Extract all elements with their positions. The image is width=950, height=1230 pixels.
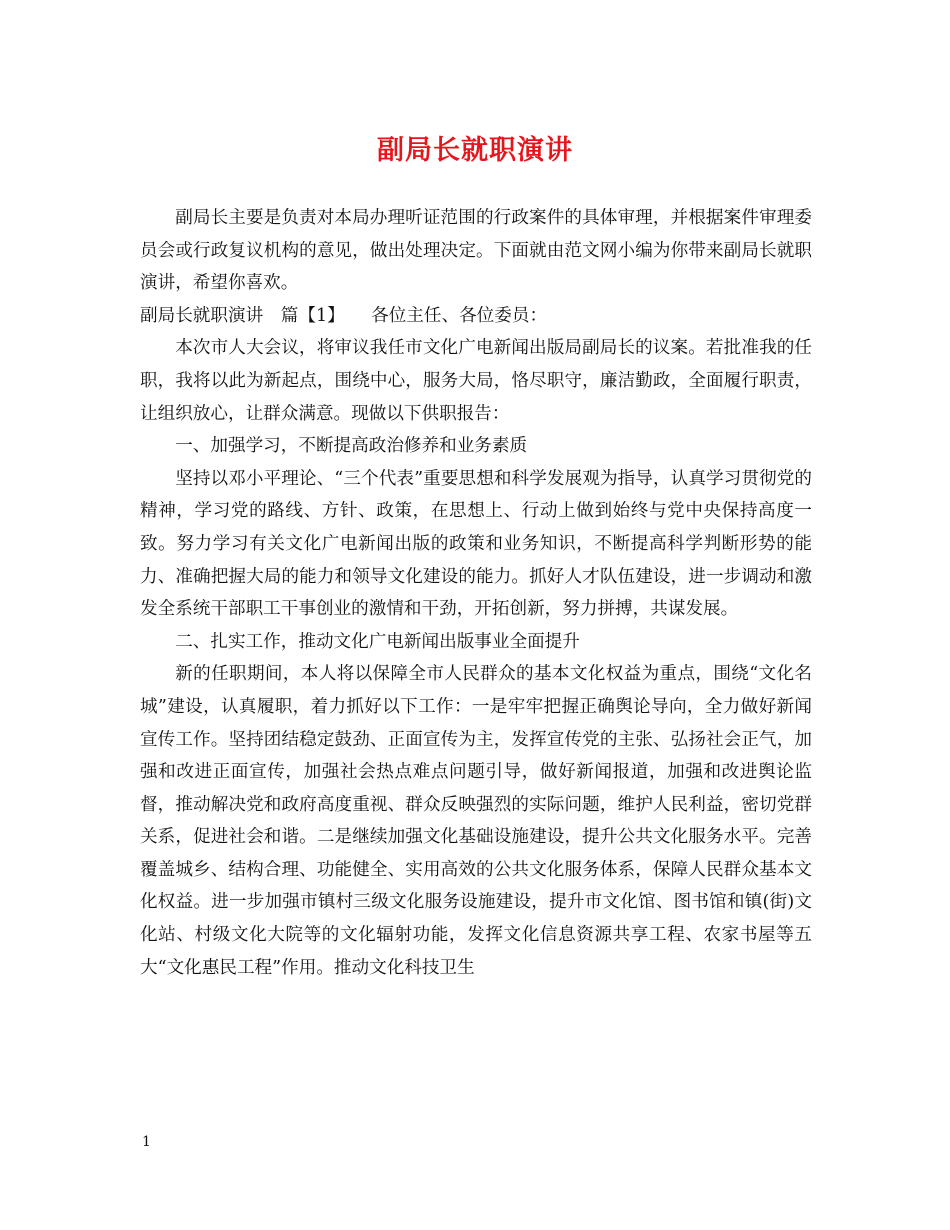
paragraph-section-heading: 副局长就职演讲 篇【1】 各位主任、各位委员： [140,305,548,326]
paragraph-opening: 本次市人大会议，将审议我任市文化广电新闻出版局副局长的议案。若批准我的任职，我将以此为新起点，围绕中心，服务大局，恪尽职守，廉洁勤政，全面履行职责，让组织放心，让群众满意。现做以下供职报告： [140,338,812,424]
document-title: 副局长就职演讲 [377,135,573,166]
page-number: 1 [142,1134,151,1150]
document-body [140,202,812,984]
paragraph-work: 新的任职期间，本人将以保障全市人民群众的基本文化权益为重点，围绕“文化名城”建设，认真履职，着力抓好以下工作：一是牢牢把握正确舆论导向，全力做好新闻宣传工作。坚持团结稳定鼓劲、正面宣传为主，发挥宣传党的主张、弘扬社会正气，加强和改进正面宣传，加强社会热点难点问题引导，做好新闻报道，加强和改进舆论监督，推动解决党和政府高度重视、群众反映强烈的实际问题，维护人民利益，密切党群关系，促进社会和谐。二是继续加强文化基础设施建设，提升公共文化服务水平。完善覆盖城乡、结构合理、功能健全、实用高效的公共文化服务体系，保障人民群众基本文化权益。进一步加强市镇村三级文化服务设施建设，提升市文化馆、图书馆和镇(街)文化站、村级文化大院等的文化辐射功能，发挥文化信息资源共享工程、农家书屋等五大“文化惠民工程”作用。推动文化科技卫生 [140,664,812,978]
paragraph-intro: 副局长主要是负责对本局办理听证范围的行政案件的具体审理，并根据案件审理委员会或行政复议机构的意见，做出处理决定。下面就由范文网小编为你带来副局长就职演讲，希望你喜欢。 [140,208,812,294]
paragraph-heading-two: 二、扎实工作，推动文化广电新闻出版事业全面提升 [175,631,580,652]
paragraph-heading-one: 一、加强学习，不断提高政治修养和业务素质 [175,436,528,457]
paragraph-study: 坚持以邓小平理论、“三个代表”重要思想和科学发展观为指导，认真学习贯彻党的精神，学习党的路线、方针、政策，在思想上、行动上做到始终与党中央保持高度一致。努力学习有关文化广电新闻出版的政策和业务知识，不断提高科学判断形势的能力、准确把握大局的能力和领导文化建设的能力。抓好人才队伍建设，进一步调动和激发全系统干部职工干事创业的激情和干劲，开拓创新，努力拼搏，共谋发展。 [140,468,812,620]
